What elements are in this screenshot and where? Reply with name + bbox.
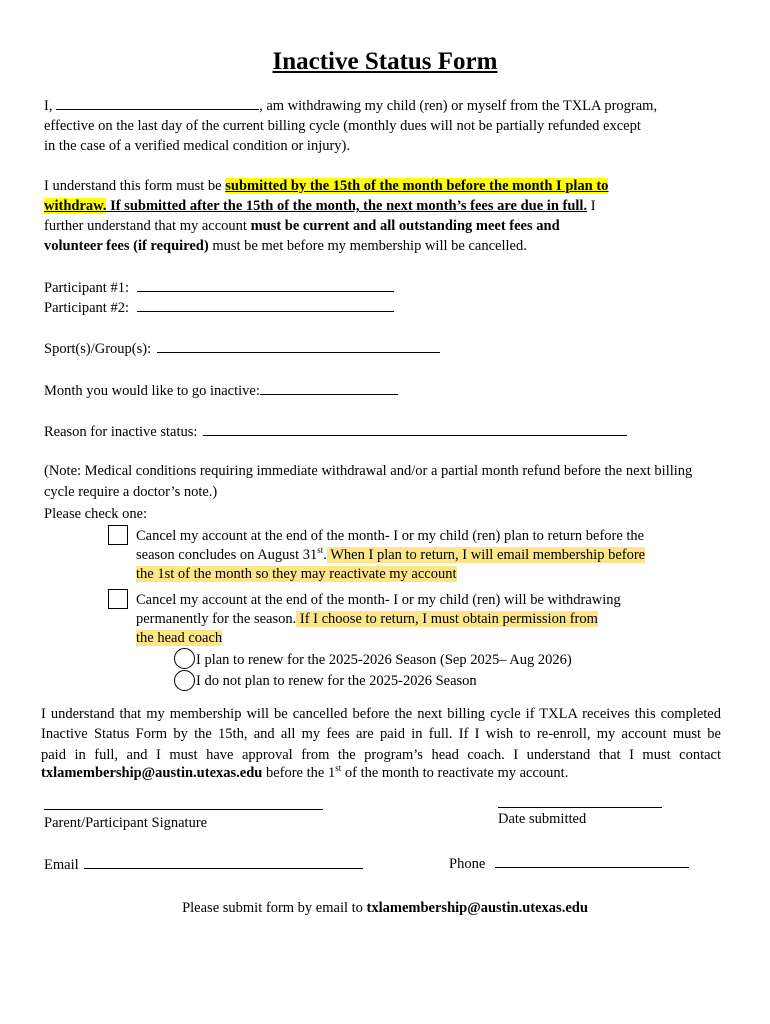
participant-2-field[interactable] bbox=[137, 299, 394, 312]
renew-yes-label: I plan to renew for the 2025-2026 Season (Sep 2025– Aug 2026) bbox=[196, 652, 572, 668]
deadline-highlight: submitted by the 15th of the month before the month I plan to bbox=[225, 178, 609, 194]
option-1-line-3 bbox=[136, 566, 457, 583]
understand-line-1 bbox=[44, 178, 608, 195]
participant-1-field[interactable] bbox=[137, 279, 394, 292]
option-2-highlight-2: the head coach bbox=[136, 630, 223, 646]
intro-text: , am withdrawing my child (ren) or myself from the TXLA program, bbox=[259, 98, 658, 114]
phone-row bbox=[449, 855, 689, 873]
understand-line-3 bbox=[44, 218, 560, 235]
month-field[interactable] bbox=[260, 382, 398, 395]
submit-instruction bbox=[0, 900, 770, 917]
intro-line-3: in the case of a verified medical condition or injury). bbox=[44, 138, 351, 154]
renew-no-radio[interactable] bbox=[174, 670, 195, 691]
renew-yes-radio[interactable] bbox=[174, 648, 195, 669]
option-1-highlight-2: the 1st of the month so they may reactivate my account bbox=[136, 566, 457, 582]
note-line-1: (Note: Medical conditions requiring immediate withdrawal and/or a partial month refund before the next billing bbox=[44, 463, 693, 479]
submit-email: txlamembership@austin.utexas.edu bbox=[366, 900, 588, 916]
reason-field[interactable] bbox=[203, 423, 627, 436]
option-1-checkbox[interactable] bbox=[108, 525, 128, 545]
option-2-line-3 bbox=[136, 630, 222, 647]
date-field[interactable] bbox=[498, 807, 662, 808]
option-2-line-1: Cancel my account at the end of the month- I or my child (ren) will be withdrawing bbox=[136, 592, 621, 608]
closing-line-4 bbox=[41, 765, 568, 782]
renew-no-label: I do not plan to renew for the 2025-2026 Season bbox=[196, 673, 477, 689]
option-2-line-2 bbox=[136, 611, 598, 628]
month-row bbox=[44, 382, 398, 400]
option-1-text: season concludes on August 31 bbox=[136, 547, 318, 563]
form-title: Inactive Status Form bbox=[272, 48, 498, 75]
membership-email: txlamembership@austin.utexas.edu bbox=[41, 765, 263, 781]
understand-text-3: further understand that my account bbox=[44, 218, 251, 234]
option-1-period: . bbox=[323, 547, 327, 563]
sport-label: Sport(s)/Group(s): bbox=[44, 341, 152, 357]
late-fee-notice: If submitted after the 15th of the month, the next month’s fees are due in full. bbox=[106, 198, 588, 214]
participant-2-row bbox=[44, 299, 394, 317]
check-one-label: Please check one: bbox=[44, 506, 148, 522]
reason-label: Reason for inactive status: bbox=[44, 424, 198, 440]
option-2-highlight: If I choose to return, I must obtain permission from bbox=[296, 611, 598, 627]
option-1-highlight: When I plan to return, I will email membership before bbox=[326, 547, 646, 563]
understand-line-2 bbox=[44, 198, 596, 215]
participant-1-row bbox=[44, 279, 394, 297]
sport-row bbox=[44, 340, 440, 358]
closing-text-2: of the month to reactivate my account. bbox=[341, 765, 569, 781]
email-label: Email bbox=[44, 857, 79, 873]
reason-row bbox=[44, 423, 627, 441]
intro-prefix: I, bbox=[44, 98, 57, 114]
account-current-notice: must be current and all outstanding meet fees and bbox=[250, 218, 560, 234]
month-label: Month you would like to go inactive: bbox=[44, 383, 260, 399]
note-line-2: cycle require a doctor’s note.) bbox=[44, 484, 218, 500]
intro-line-2: effective on the last day of the current billing cycle (monthly dues will not be partially refunded except bbox=[44, 118, 641, 134]
participant-2-label: Participant #2: bbox=[44, 300, 129, 316]
closing-line-3: paid in full, and I must have approval from the program’s head coach. I understand that I must contact bbox=[41, 747, 721, 763]
option-1-sup: st bbox=[317, 545, 324, 556]
intro-line-1 bbox=[44, 97, 657, 115]
phone-label: Phone bbox=[449, 856, 486, 872]
submit-text: Please submit form by email to bbox=[182, 900, 367, 916]
participant-1-label: Participant #1: bbox=[44, 280, 129, 296]
option-1-line-2 bbox=[136, 547, 645, 564]
understand-text: I understand this form must be bbox=[44, 178, 226, 194]
volunteer-fees-notice: volunteer fees (if required) bbox=[44, 238, 209, 254]
option-2-checkbox[interactable] bbox=[108, 589, 128, 609]
date-label: Date submitted bbox=[498, 811, 587, 827]
email-row bbox=[44, 856, 363, 874]
closing-text: before the 1 bbox=[262, 765, 336, 781]
signature-field[interactable] bbox=[44, 809, 323, 810]
sport-field[interactable] bbox=[157, 340, 440, 353]
understand-line-4 bbox=[44, 238, 527, 255]
closing-line-2: Inactive Status Form by the 15th, and all my fees are paid in full. If I wish to re-enroll, my account must be bbox=[41, 726, 721, 742]
signature-label: Parent/Participant Signature bbox=[44, 815, 208, 831]
option-1-line-1: Cancel my account at the end of the month- I or my child (ren) plan to return before the bbox=[136, 528, 645, 544]
closing-sup: st bbox=[335, 763, 342, 774]
understand-text-4: must be met before my membership will be cancelled. bbox=[208, 238, 527, 254]
email-field[interactable] bbox=[84, 856, 363, 869]
phone-field[interactable] bbox=[495, 855, 689, 868]
name-blank[interactable] bbox=[56, 97, 259, 110]
understand-text-2: I bbox=[587, 198, 596, 214]
closing-line-1: I understand that my membership will be cancelled before the next billing cycle if TXLA receives this completed bbox=[41, 706, 721, 722]
withdraw-highlight: withdraw. bbox=[44, 198, 107, 214]
option-2-text: permanently for the season. bbox=[136, 611, 297, 627]
